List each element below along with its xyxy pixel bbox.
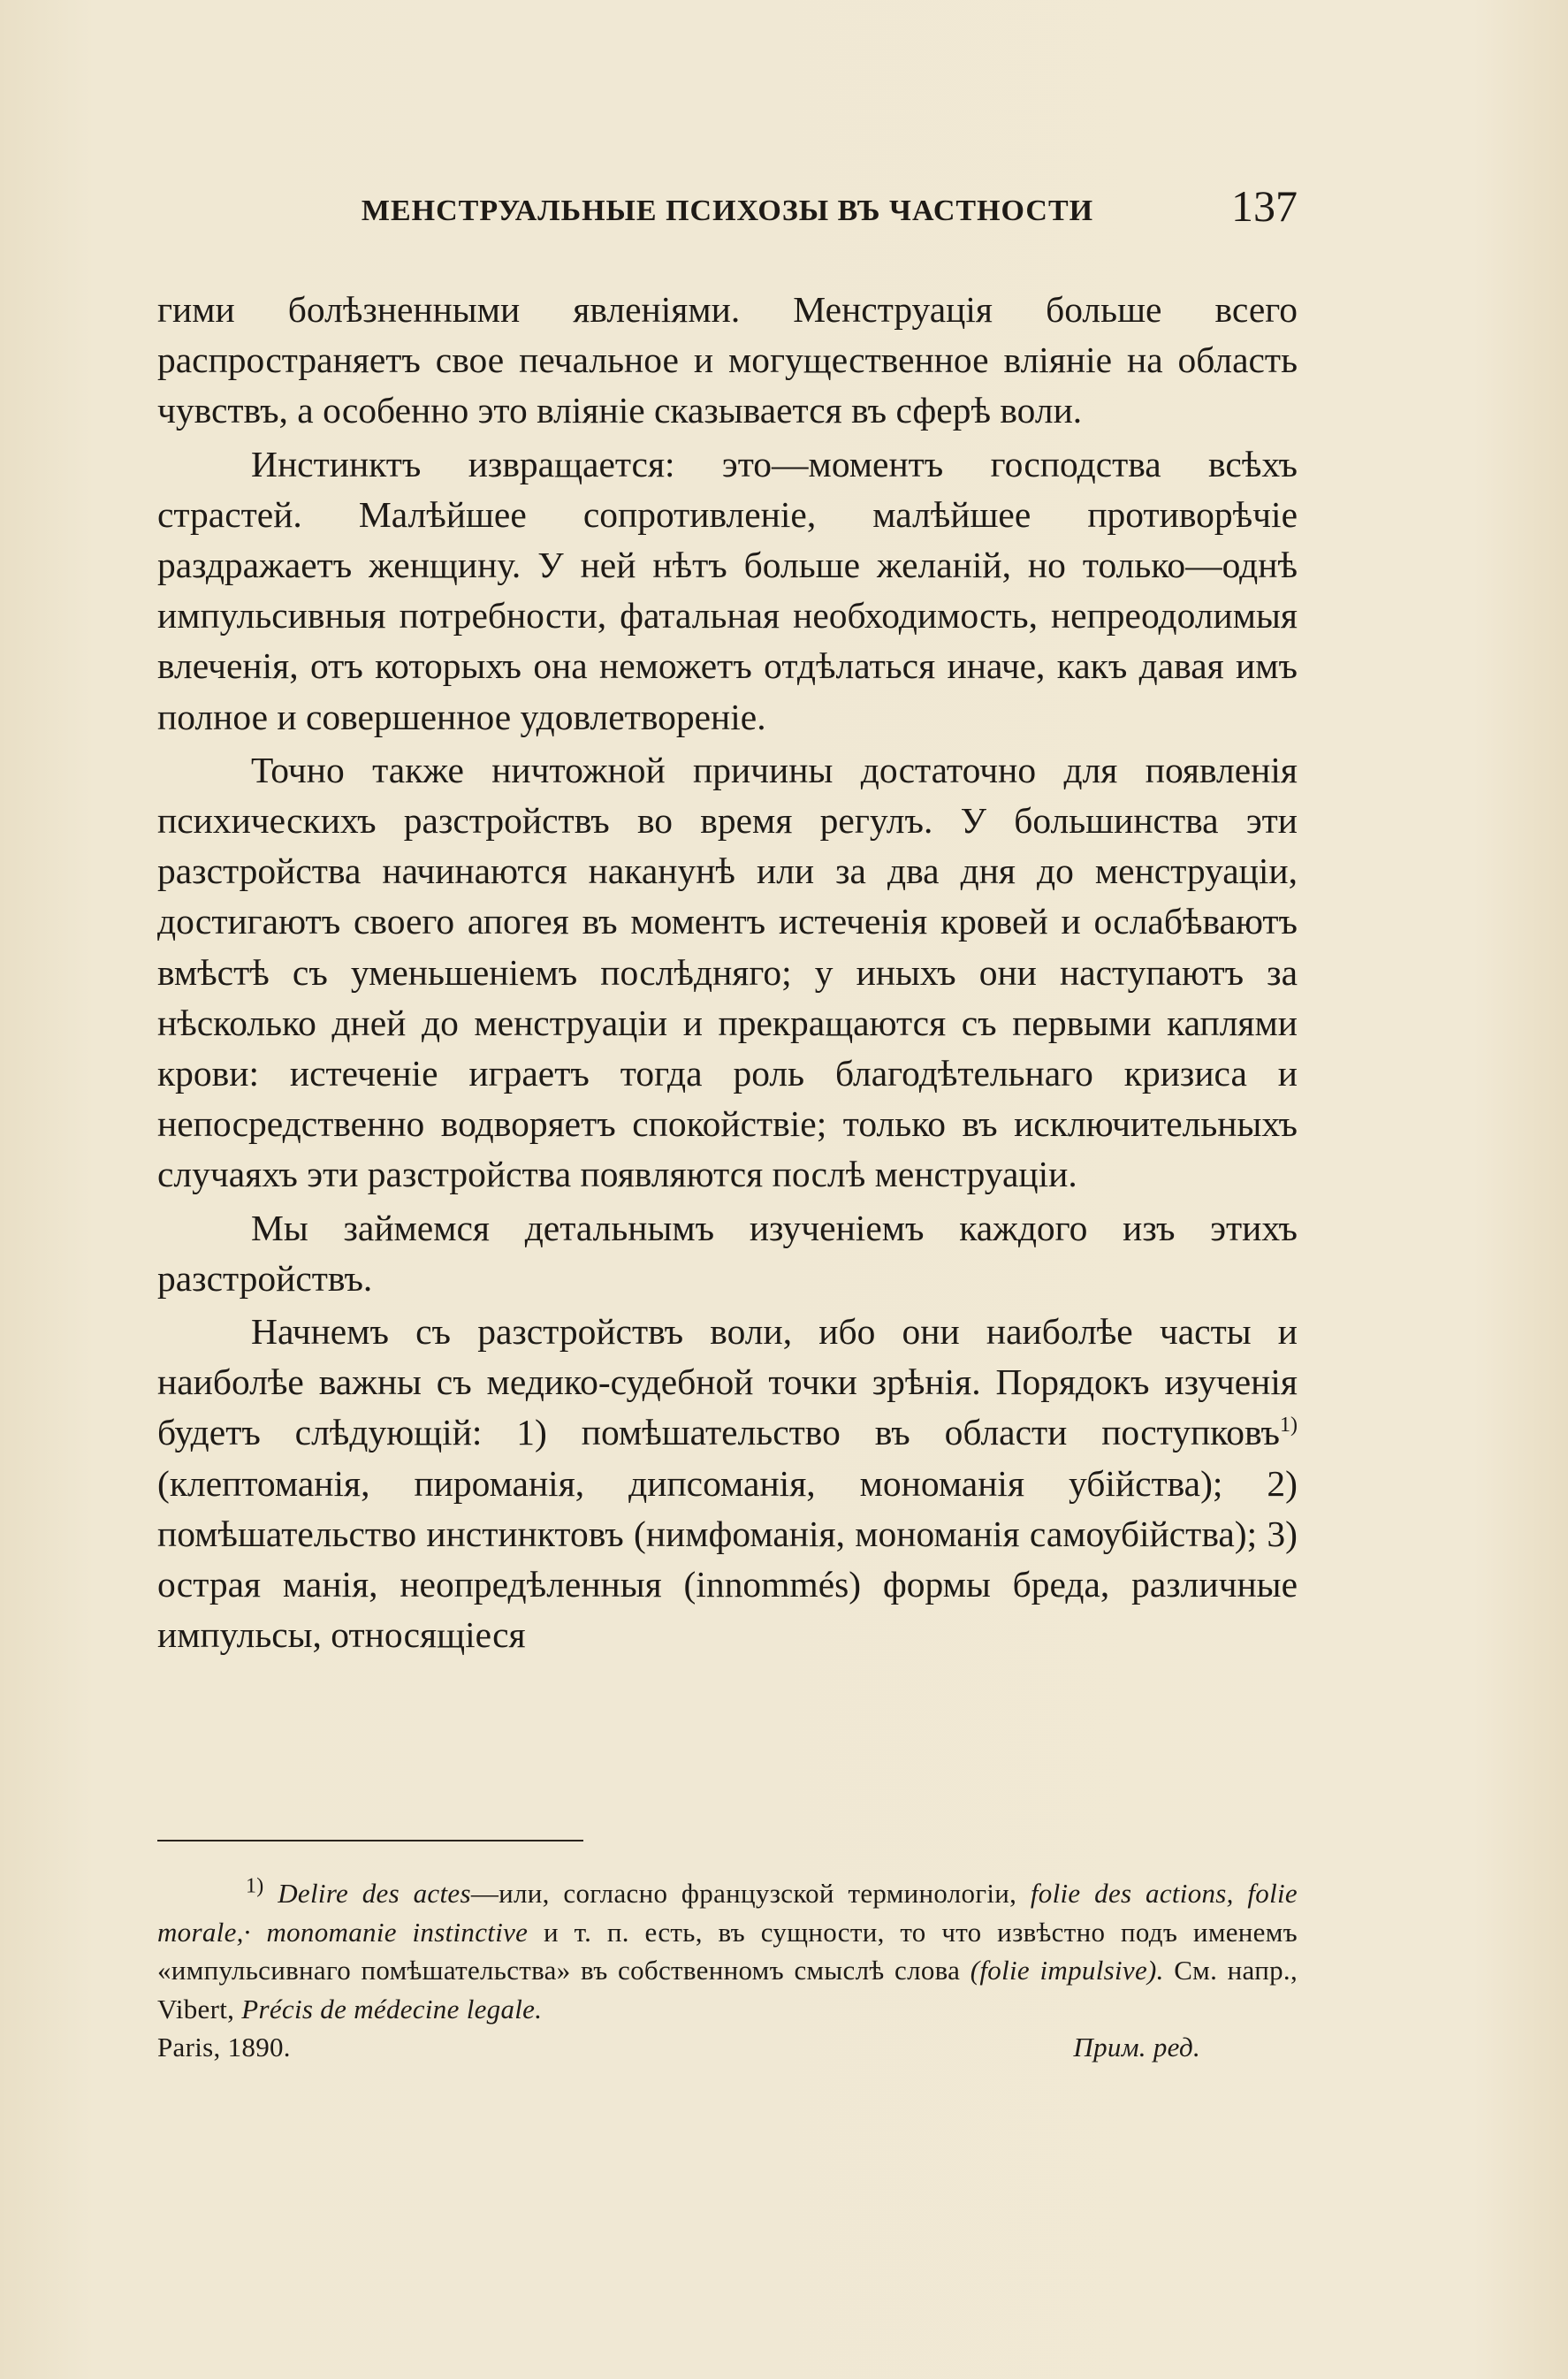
paragraph-text: (клептоманія, пироманія, дипсоманія, мономанія убійства); 2) помѣшательство инстинктовъ (нимфоманія, мономанія самоубійства); 3) острая манія, неопредѣленныя (innommés) формы бреда, различные импульсы, относящіеся: [157, 1462, 1298, 1656]
footnote-text: См. напр., Vibert,: [157, 1955, 1298, 2024]
page-number: 137: [1231, 181, 1298, 231]
footnote-city-year: Paris, 1890.: [157, 2032, 291, 2063]
paragraph: Инстинктъ извращается: это—моментъ господства всѣхъ страстей. Малѣйшее сопротивленіе, малѣйшее противорѣчіе раздражаетъ женщину. У ней нѣтъ больше желаній, но только—однѣ импульсивныя потребности, фатальная необходимость, непреодолимыя влеченія, отъ которыхъ она неможетъ отдѣлаться иначе, какъ давая имъ полное и совершенное удовлетвореніе.: [157, 443, 1298, 737]
footnote-book-title: Précis de médecine legale.: [241, 1993, 543, 2024]
running-title: МЕНСТРУАЛЬНЫЕ ПСИХОЗЫ ВЪ ЧАСТНОСТИ: [361, 194, 1094, 227]
footnote-text: и т. п. есть, въ сущности, то что извѣстно подъ именемъ «импульсивнаго помѣшательства» въ собственномъ смыслѣ слова: [157, 1916, 1298, 1986]
footnote: [157, 1874, 1298, 2067]
footnote-body: [157, 1874, 1298, 2028]
footnote-term: (folie impulsive).: [970, 1955, 1164, 1986]
page-header: [157, 175, 1298, 237]
footnote-term: folie des actions, folie morale,· monomanie instinctive: [157, 1878, 1298, 1948]
footnote-text: —или, согласно французской терминологіи,: [470, 1878, 1017, 1909]
footnote-term: Delire des actes: [278, 1878, 471, 1909]
editor-note: Прим. ред.: [1073, 2032, 1200, 2063]
paragraph: гими болѣзненными явленіями. Менструація больше всего распространяетъ свое печальное и могущественное вліяніе на область чувствъ, а особенно это вліяніе сказывается въ сферѣ воли.: [157, 289, 1298, 431]
paragraph: Точно также ничтожной причины достаточно для появленія психическихъ разстройствъ во время регулъ. У большинства эти разстройства начинаются наканунѣ или за два дня до менструаціи, достигаютъ своего апогея въ моментъ истеченія кровей и ослабѣваютъ вмѣстѣ съ уменьшеніемъ послѣдняго; у иныхъ они наступаютъ за нѣсколько дней до менструаціи и прекращаются съ первыми каплями крови: истеченіе играетъ тогда роль благодѣтельнаго кризиса и непосредственно водворяетъ спокойствіе; только въ исключительныхъ случаяхъ эти разстройства появляются послѣ менструаціи.: [157, 749, 1298, 1195]
footnote-last-line: [157, 2028, 1298, 2067]
footnote-mark: 1): [246, 1874, 264, 1898]
main-text: [157, 285, 1298, 1660]
paragraph-text: Начнемъ съ разстройствъ воли, ибо они наиболѣе часты и наиболѣе важны съ медико-судебной точки зрѣнія. Порядокъ изученія будетъ слѣдующій: 1) помѣшательство въ области поступковъ: [157, 1311, 1298, 1453]
paragraph: [157, 1307, 1298, 1660]
paragraph: Мы займемся детальнымъ изученіемъ каждого изъ этихъ разстройствъ.: [157, 1207, 1298, 1299]
footnote-divider: [157, 1840, 583, 1841]
footnote-reference: 1): [1280, 1414, 1298, 1437]
